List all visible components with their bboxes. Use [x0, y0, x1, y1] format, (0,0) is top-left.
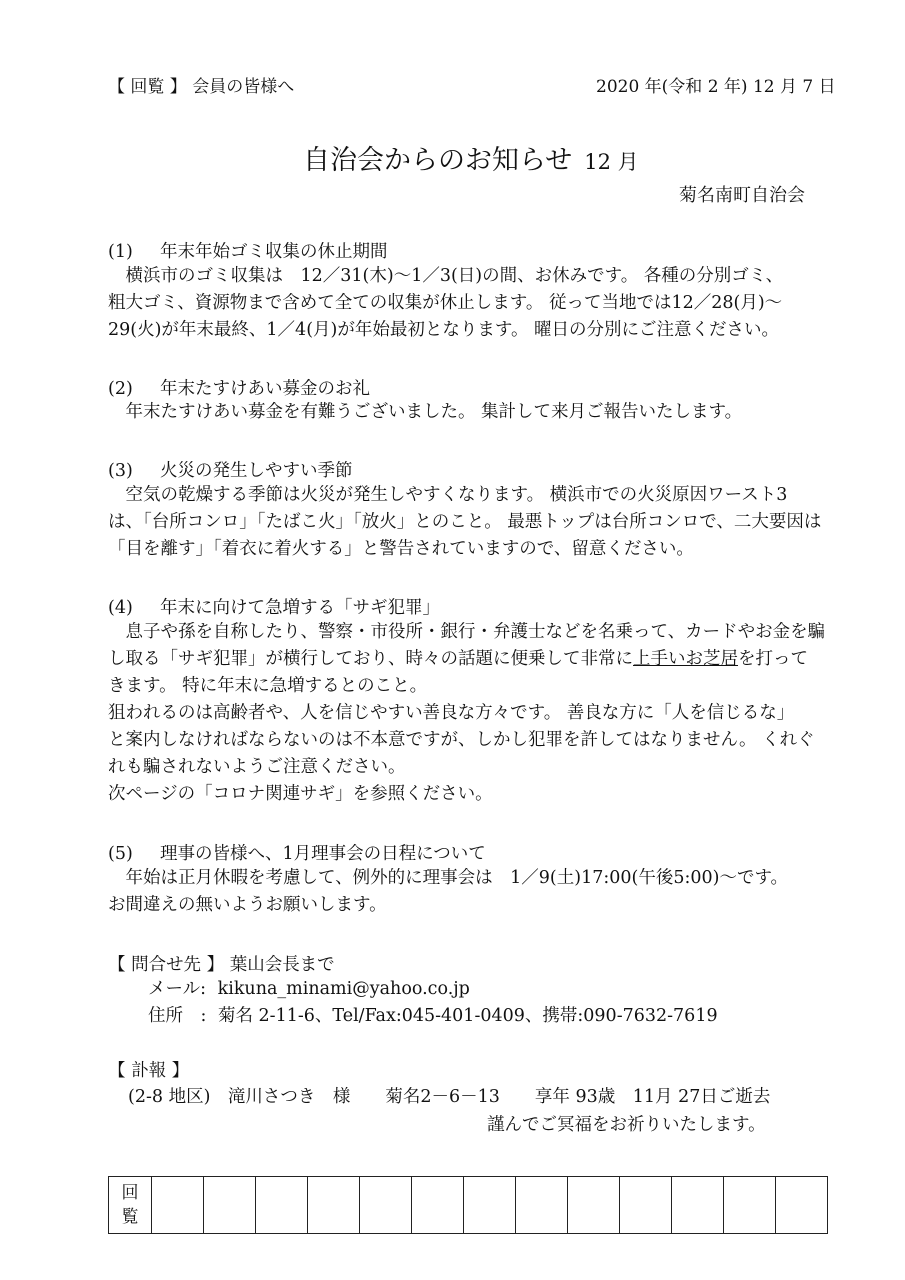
section-1-line-1: 横浜市のゴミ収集は 12／31(木)～1／3(日)の間、お休みです。 各種の分別ゴミ、 [108, 266, 784, 286]
title-month: 12 月 [584, 150, 639, 174]
section-4-line-4: 狙われるのは高齢者や、人を信じやすい善良な方々です。 善良な方に「人を信じるな」 [108, 703, 795, 723]
section-4-line-1: 息子や孫を自称したり、警察・市役所・銀行・弁護士などを名乗って、カードやお金を騙 [108, 622, 826, 642]
stamp-cell [308, 1177, 360, 1234]
section-5-number: (5) [108, 844, 133, 864]
stamp-cell [360, 1177, 412, 1234]
circular-header: 【 回覧 】 会員の皆様へ [108, 77, 295, 97]
section-1-line-2: 粗大ゴミ、資源物まで含めて全ての収集が休止します。 従って当地では12／28(月)～ [108, 293, 783, 313]
circulation-label-top: 回 [121, 1183, 139, 1203]
mail-address[interactable]: kikuna_minami@yahoo.co.jp [217, 979, 470, 999]
section-5-heading [108, 840, 486, 865]
section-2-number: (2) [108, 379, 133, 399]
section-4-line-2-before: し取る「サギ犯罪」が横行しており、時々の話題に便乗して非常に [108, 649, 633, 669]
section-3-line-1: 空気の乾燥する季節は火災が発生しやすくなります。 横浜市での火災原因ワースト3 [108, 485, 788, 505]
stamp-cell [568, 1177, 620, 1234]
stamp-cell [724, 1177, 776, 1234]
stamp-cell [256, 1177, 308, 1234]
circulation-stamp-table [108, 1176, 828, 1234]
section-5-title: 理事の皆様へ、1月理事会の日程について [160, 844, 486, 864]
section-4-line-6: れも騙されないようご注意ください。 [108, 757, 406, 777]
section-4-number: (4) [108, 598, 133, 618]
section-3-line-2: は、「台所コンロ」「たばこ火」「放火」とのこと。 最悪トップは台所コンロで、二大要因は [108, 512, 822, 532]
stamp-cell [464, 1177, 516, 1234]
section-2-title: 年末たすけあい募金のお礼 [160, 379, 370, 399]
section-2-line-1: 年末たすけあい募金を有難うございました。 集計して来月ご報告いたします。 [108, 402, 743, 422]
page-title [303, 138, 639, 177]
section-3-heading [108, 457, 353, 482]
section-1-heading [108, 238, 388, 263]
circulation-label [109, 1177, 152, 1234]
section-5-line-1: 年始は正月休暇を考慮して、例外的に理事会は 1／9(土)17:00(午後5:00)～です。 [108, 868, 789, 888]
section-4-line-2 [108, 647, 808, 671]
section-1-title: 年末年始ゴミ収集の休止期間 [160, 242, 388, 262]
section-3-title: 火災の発生しやすい季節 [160, 461, 353, 481]
title-main: 自治会からのお知らせ [303, 145, 573, 176]
organization-name: 菊名南町自治会 [679, 185, 805, 206]
address-text: 菊名 2-11-6、Tel/Fax:045-401-0409、携帯:090-7632-7619 [217, 1006, 718, 1026]
section-5-line-2: お間違えの無いようお願いします。 [108, 895, 387, 915]
address-label: 住所 : [148, 1006, 207, 1026]
stamp-cell [672, 1177, 724, 1234]
stamp-cell [152, 1177, 204, 1234]
stamp-cell [516, 1177, 568, 1234]
section-4-line-3: きます。 特に年末に急増するとのこと。 [108, 676, 428, 696]
mail-label: メール: [148, 979, 207, 999]
obituary-condolence: 謹んでご冥福をお祈りいたします。 [487, 1115, 766, 1135]
stamp-cell [620, 1177, 672, 1234]
section-4-line-7: 次ページの「コロナ関連サギ」を参照ください。 [108, 784, 493, 804]
underlined-phrase: 上手いお芝居 [633, 649, 738, 669]
stamp-cell [204, 1177, 256, 1234]
contact-mail-row [148, 977, 470, 1001]
contact-heading: 【 問合せ先 】 葉山会長まで [108, 955, 335, 975]
section-2-heading [108, 375, 370, 400]
stamp-cell [776, 1177, 828, 1234]
section-3-number: (3) [108, 461, 133, 481]
section-4-heading [108, 594, 440, 619]
section-4-line-2-after: を打って [738, 649, 808, 669]
section-4-title: 年末に向けて急増する「サギ犯罪」 [160, 598, 440, 618]
stamp-cell [412, 1177, 464, 1234]
obituary-heading: 【 訃報 】 [108, 1061, 190, 1081]
contact-address-row [148, 1004, 718, 1028]
obituary-line: (2-8 地区) 滝川さつき 様 菊名2－6－13 享年 93歳 11月 27日ご逝去 [128, 1087, 771, 1107]
section-4-line-5: と案内しなければならないのは不本意ですが、しかし犯罪を許してはなりません。 くれぐ [108, 730, 815, 750]
document-date: 2020 年(令和 2 年) 12 月 7 日 [596, 77, 836, 97]
section-1-number: (1) [108, 242, 133, 262]
circulation-label-bottom: 覧 [121, 1207, 139, 1227]
section-3-line-3: 「目を離す」「着衣に着火する」と警告されていますので、留意ください。 [108, 539, 694, 559]
section-1-line-3: 29(火)が年末最終、1／4(月)が年始最初となります。 曜日の分別にご注意ください。 [108, 320, 780, 340]
